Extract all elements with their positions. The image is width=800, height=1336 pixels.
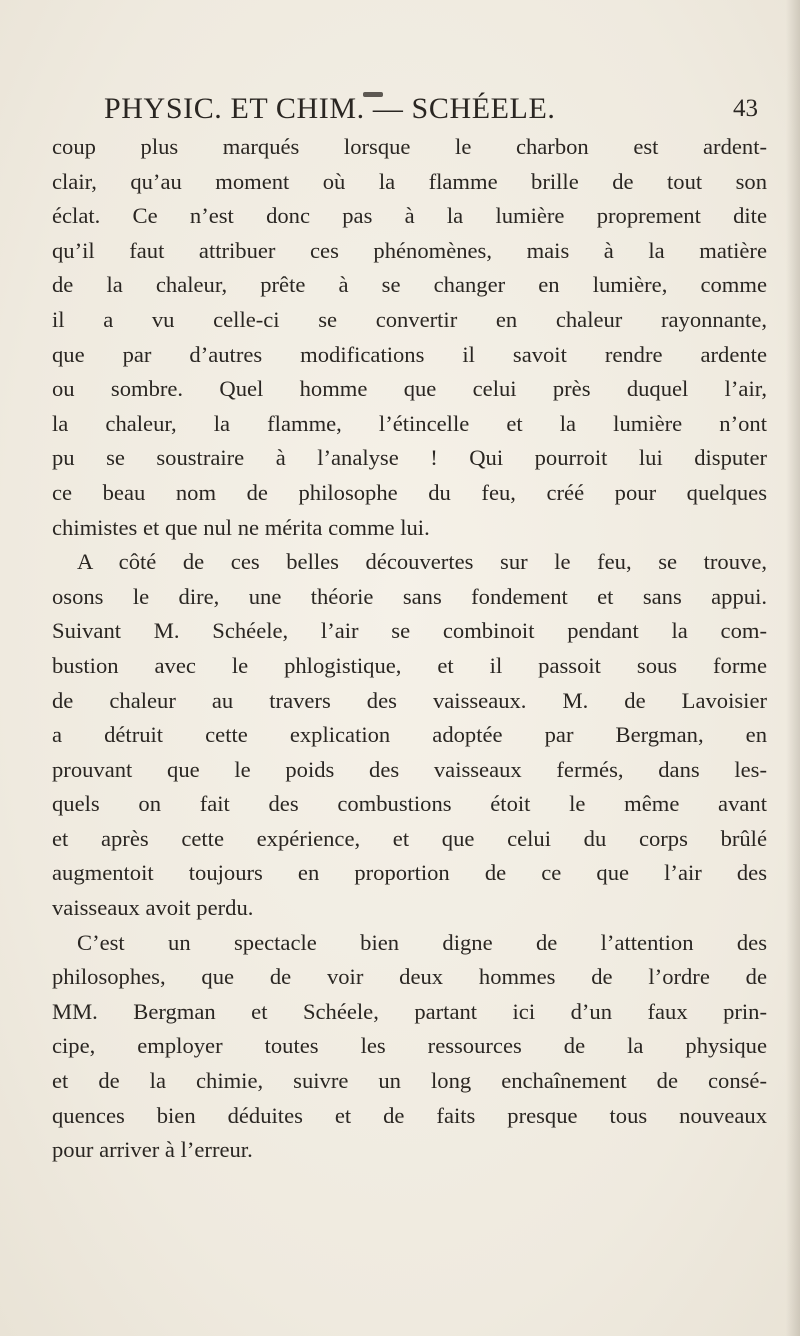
page-header — [104, 88, 760, 130]
text-line: chimistes et que nul ne mérita comme lui. — [52, 514, 430, 540]
text-line: osons le dire, une théorie sans fondement et sans appui. — [52, 583, 767, 609]
text-line: clair, qu’au moment où la flamme brille de tout son — [52, 168, 767, 194]
text-line: et après cette expérience, et que celui du corps brûlé — [52, 825, 767, 851]
text-line: a détruit cette explication adoptée par Bergman, en — [52, 722, 767, 748]
page-edge-shadow — [786, 0, 800, 1336]
text-line: il a vu celle-ci se convertir en chaleur rayonnante, — [52, 306, 767, 332]
text-line: éclat. Ce n’est donc pas à la lumière proprement dite — [52, 203, 767, 229]
text-line: de chaleur au travers des vaisseaux. M. de Lavoisier — [52, 687, 767, 713]
text-line: la chaleur, la flamme, l’étincelle et la lumière n’ont — [52, 410, 767, 436]
text-line: ou sombre. Quel homme que celui près duquel l’air, — [52, 376, 767, 402]
text-line: quences bien déduites et de faits presque tous nouveaux — [52, 1102, 767, 1128]
text-line: qu’il faut attribuer ces phénomènes, mais à la matière — [52, 237, 767, 263]
text-line: de la chaleur, prête à se changer en lumière, comme — [52, 272, 767, 298]
text-line: cipe, employer toutes les ressources de la physique — [52, 1033, 767, 1059]
text-line: A côté de ces belles découvertes sur le feu, se trouve, — [77, 549, 767, 575]
page-number: 43 — [733, 95, 758, 122]
running-head: PHYSIC. ET CHIM. — SCHÉELE. — [104, 92, 556, 125]
text-line: que par d’autres modifications il savoit rendre ardente — [52, 341, 767, 367]
text-line: prouvant que le poids des vaisseaux fermés, dans les- — [52, 756, 767, 782]
text-line: augmentoit toujours en proportion de ce que l’air des — [52, 860, 767, 886]
body-text — [52, 130, 767, 1168]
text-line: pour arriver à l’erreur. — [52, 1137, 253, 1163]
text-line: quels on fait des combustions étoit le même avant — [52, 791, 767, 817]
text-line: C’est un spectacle bien digne de l’attention des — [77, 929, 767, 955]
text-line: philosophes, que de voir deux hommes de l’ordre de — [52, 964, 767, 990]
text-line: ce beau nom de philosophe du feu, créé pour quelques — [52, 479, 767, 505]
text-line: coup plus marqués lorsque le charbon est ardent- — [52, 134, 767, 159]
text-line: et de la chimie, suivre un long enchaînement de consé- — [52, 1068, 767, 1094]
text-line: pu se soustraire à l’analyse ! Qui pourroit lui disputer — [52, 445, 767, 471]
text-line: bustion avec le phlogistique, et il passoit sous forme — [52, 652, 767, 678]
text-line: Suivant M. Schéele, l’air se combinoit pendant la com- — [52, 618, 767, 644]
text-line: MM. Bergman et Schéele, partant ici d’un faux prin- — [52, 998, 767, 1024]
text-line: vaisseaux avoit perdu. — [52, 895, 254, 921]
